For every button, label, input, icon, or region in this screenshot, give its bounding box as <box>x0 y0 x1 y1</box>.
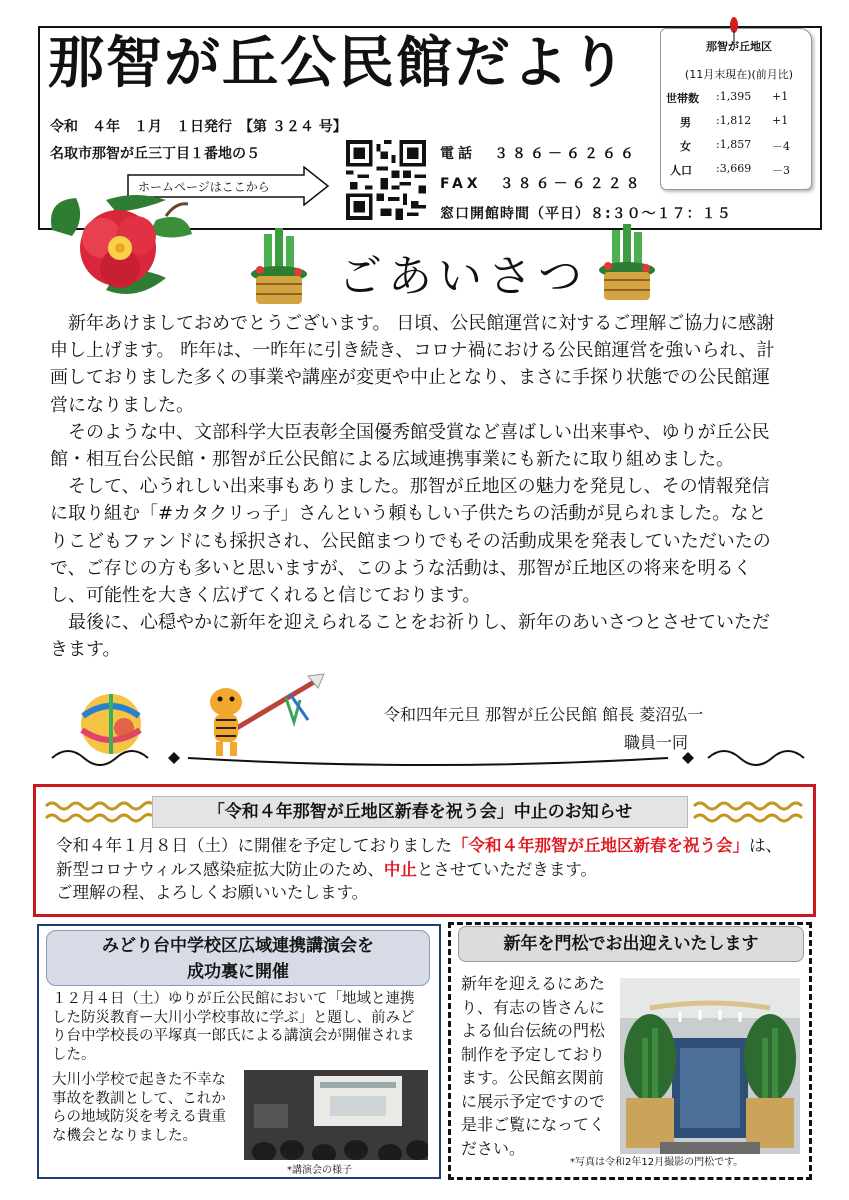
greeting-signature-staff: 職員一同 <box>624 733 689 752</box>
lecture-photo <box>244 1070 428 1160</box>
greeting-paragraph: そのような中、文部科学大臣表彰全国優秀館受賞など喜ばしい出来事や、ゆりが丘公民館・相互台公民館・那智が丘公民館による広域連携事業にも新たに取り組めました。 <box>50 421 770 471</box>
notice-body: 令和４年１月８日（土）に開催を予定しておりました「令和４年那智が丘地区新春を祝う会」は、新型コロナウィルス感染症拡大防止のため、中止とさせていただきます。 ご理解の程、よろしくお願いいたします。 <box>56 836 782 902</box>
kadomatsu-article-title: 新年を門松でお出迎えいたします <box>458 926 804 962</box>
fax-number: FAX ３８６－６２２８ <box>440 176 644 192</box>
kadomatsu-article-text: 新年を迎えるにあたり、有志の皆さんによる仙台伝統の門松制作を予定しております。公民館玄関前に展示予定ですので是非ご覧になってください。 <box>461 974 606 1158</box>
kadomatsu-photo-caption: *写真は令和2年12月撮影の門松です。 <box>570 1157 744 1168</box>
office-hours: 窓口開館時間（平日）８:３０～１７：１５ <box>440 206 732 222</box>
notice-title: 「令和４年那智が丘地区新春を祝う会」中止のお知らせ <box>152 796 688 828</box>
greeting-paragraph: 新年あけましておめでとうございます。 日頃、公民館運営に対するご理解ご協力に感謝申し上げます。 昨年は、一昨年に引き続き、コロナ禍における公民館運営を強いられ、計画しておりました多くの事業や講座が変更や中止となり、まさに手探り状態での公民館運営になりました。 <box>50 313 775 416</box>
stats-subtitle: (11月末現在)(前月比) <box>684 68 794 81</box>
address: 名取市那智が丘三丁目１番地の５ <box>50 146 260 162</box>
greeting-paragraph: そして、心うれしい出来事もありました。那智が丘地区の魅力を発見し、その情報発信に取り組む「#カタクリっ子」さんという頼もしい子供たちの活動が見られました。なとりこどもファンドにも採択され、公民館まつりでもその活動成果を発表していただいたので、ご存じの方も多いと思いますが、このような活動は、那智が丘地区の将来を明るくし、可能性を大きく広げてくれると信じております。 <box>50 476 771 607</box>
greeting-signature: 令和四年元旦 那智が丘公民館 館長 菱沼弘一 <box>384 705 704 724</box>
kadomatsu-icon <box>594 224 660 304</box>
stats-row-female: 女 :1,857 －4 <box>680 138 790 153</box>
lecture-photo-caption: *講演会の様子 <box>287 1165 352 1176</box>
homepage-link[interactable]: ホームページはここから <box>138 180 270 194</box>
population-stats <box>664 30 816 190</box>
newsletter-title: 那智が丘公民館だより <box>48 31 628 96</box>
stats-row-households: 世帯数 :1,395 +1 <box>666 90 789 105</box>
stats-title: 那智が丘地区 <box>706 40 772 53</box>
issue-info: 令和 ４年 １月 １日発行 【第 ３２４ 号】 <box>50 119 347 135</box>
qr-code-icon[interactable] <box>346 140 426 220</box>
phone-number: 電話 ３８６－６２６６ <box>440 146 638 162</box>
stats-row-population: 人口 :3,669 －3 <box>670 162 790 177</box>
decorative-divider <box>48 742 808 772</box>
greeting-paragraph: 最後に、心穏やかに新年を迎えられることをお祈りし、新年のあいさつとさせていただきます。 <box>50 612 770 661</box>
kadomatsu-photo <box>620 978 800 1154</box>
lecture-article-text: １２月４日（土）ゆりが丘公民館において「地域と連携した防災教育ー大川小学校事故に学ぶ」と題し、前みどり台中学校長の平塚真一郎氏による講演会が開催されました。 <box>52 991 415 1063</box>
decorative-border <box>44 800 152 824</box>
stats-row-male: 男 :1,812 +1 <box>680 114 789 129</box>
camellia-flower-icon <box>46 190 196 302</box>
greeting-title: ごあいさつ <box>338 251 588 302</box>
lecture-article-title: みどり台中学校区広域連携講演会を 成功裏に開催 <box>46 930 430 986</box>
decorative-border <box>692 800 804 824</box>
lecture-article-text: 大川小学校で起きた不幸な事故を教訓として、これからの地域防災を考える貴重な機会となりました。 <box>52 1072 226 1144</box>
greeting-body <box>50 310 778 664</box>
kadomatsu-icon <box>246 228 312 308</box>
